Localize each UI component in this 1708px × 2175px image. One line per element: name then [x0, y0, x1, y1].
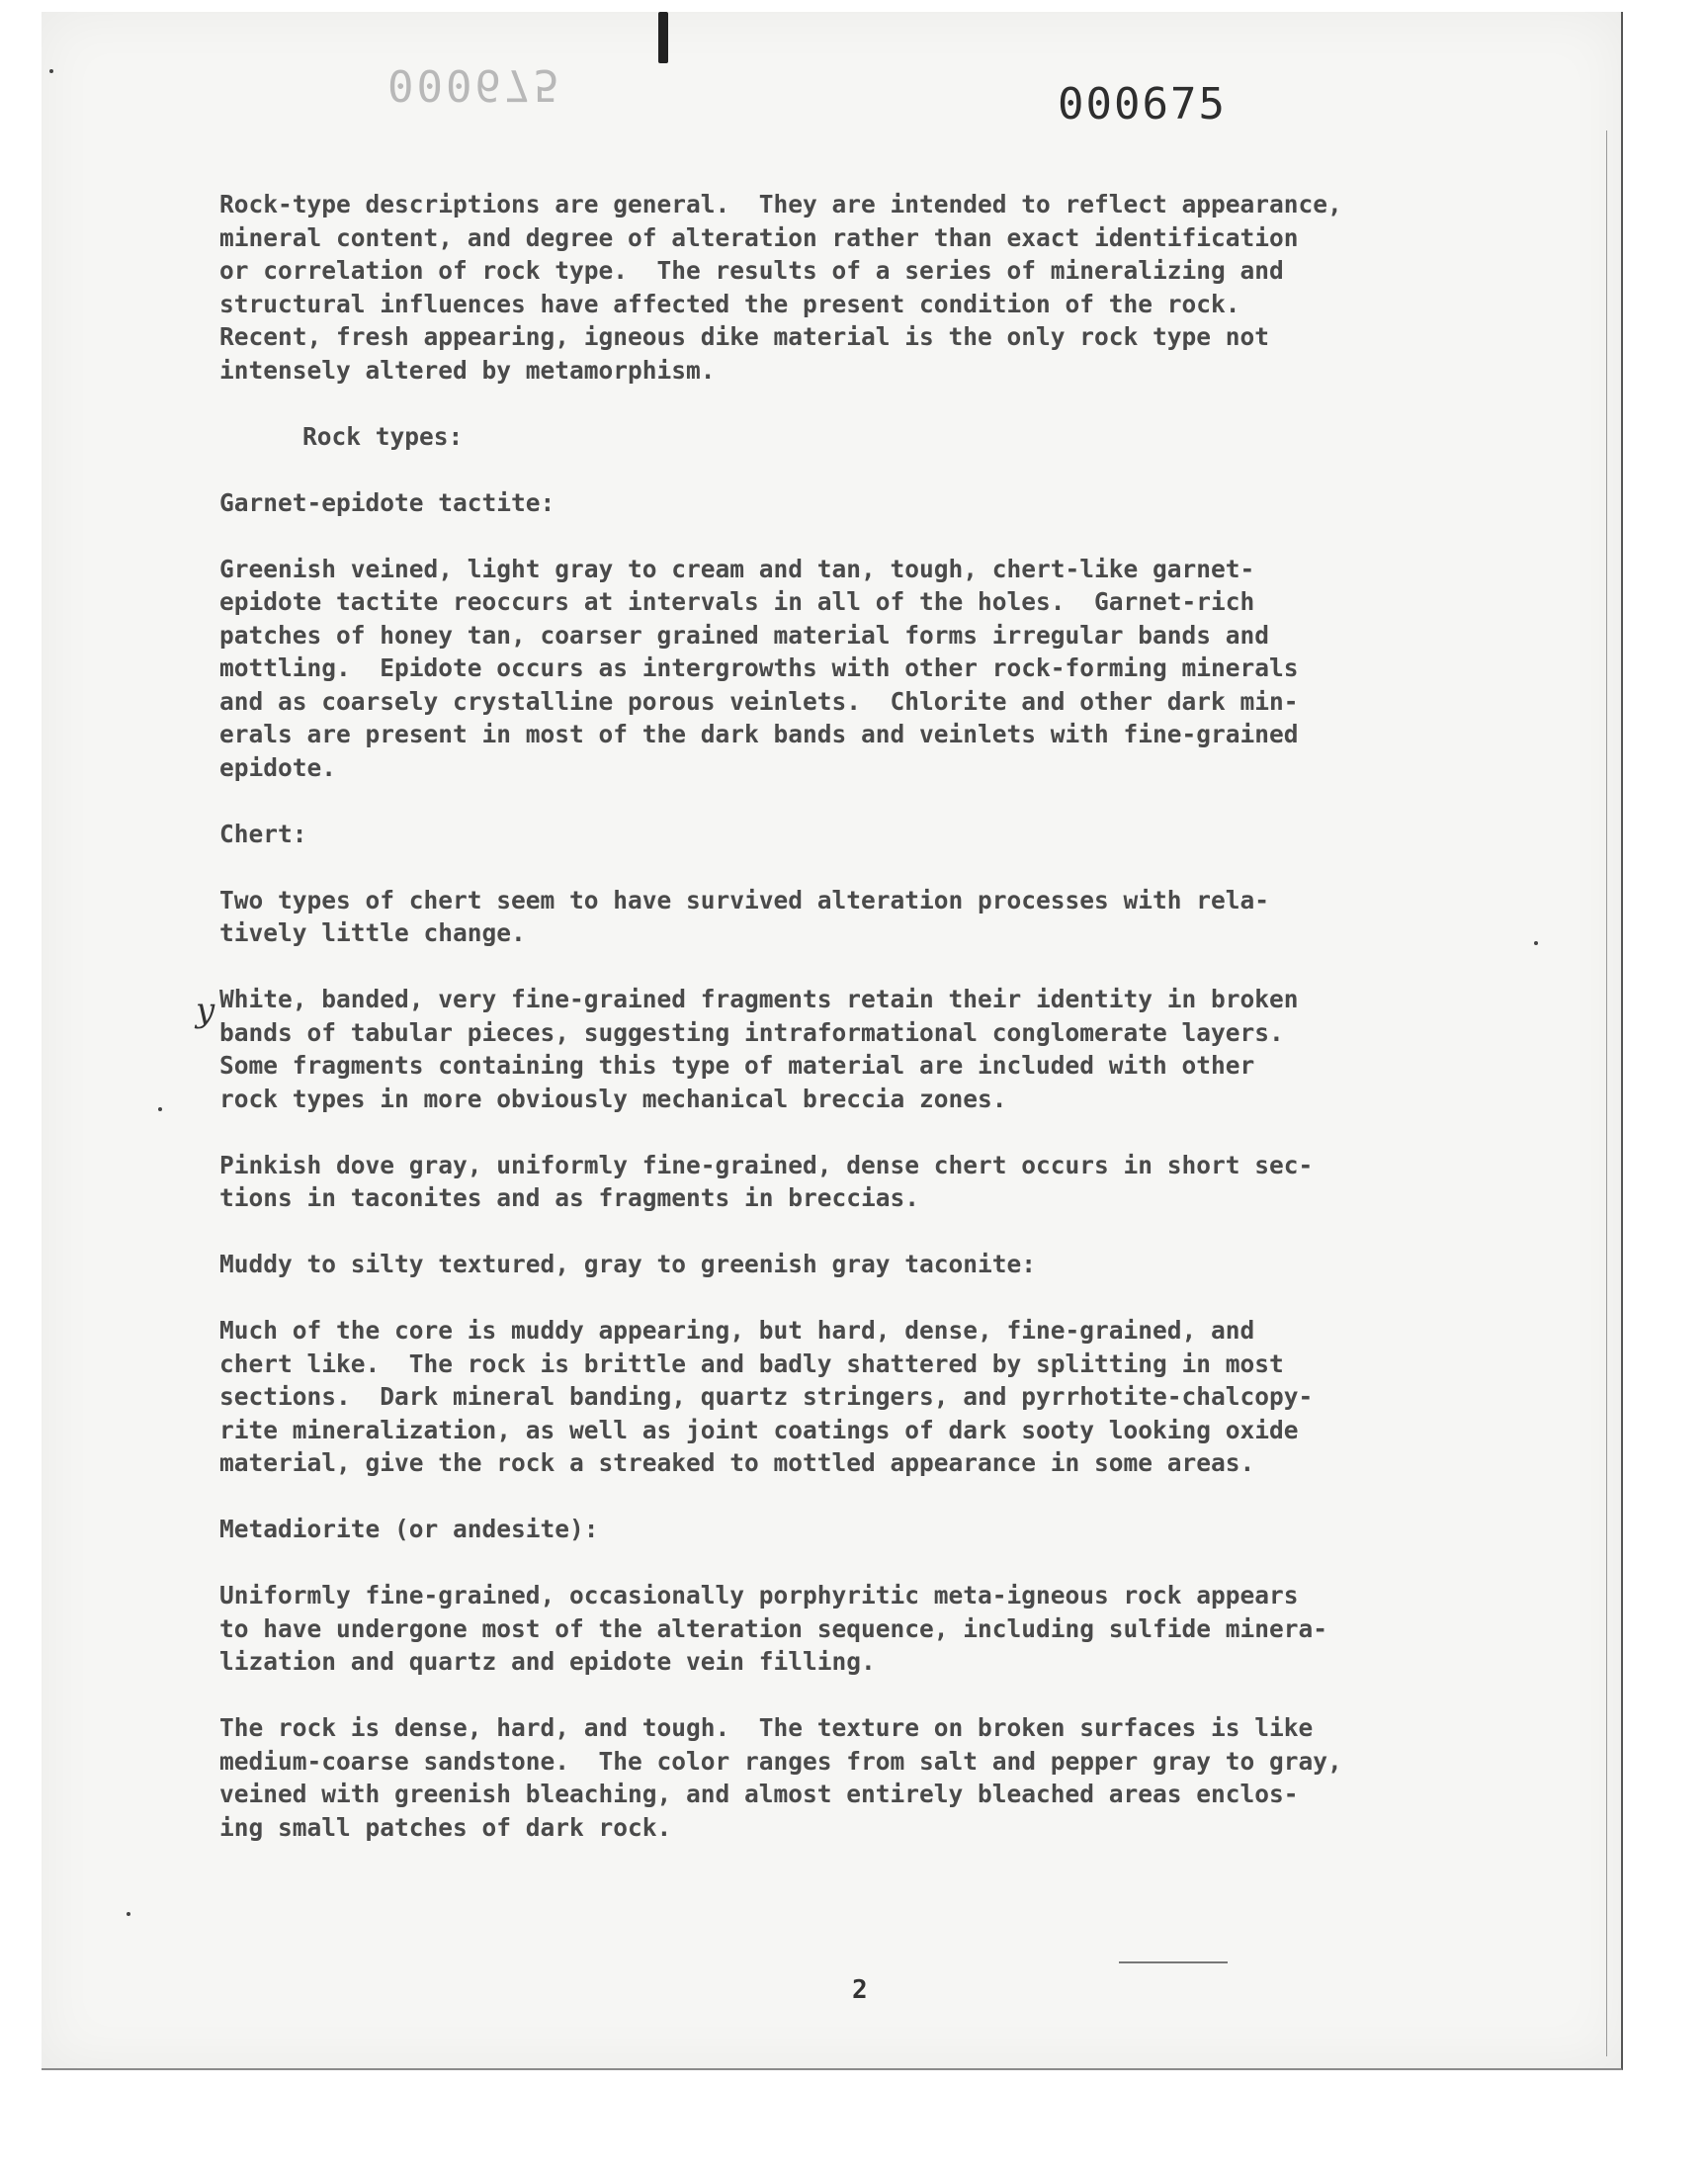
text-line: epidote. [219, 752, 337, 782]
text-line: sections. Dark mineral banding, quartz stringers, and pyrrhotite-chalcopy- [219, 1382, 1314, 1411]
text-line: Metadiorite (or andesite): [219, 1515, 599, 1543]
section-heading [219, 420, 1564, 454]
paragraph-gap [219, 1115, 1564, 1149]
speck [127, 1912, 130, 1916]
text-line: structural influences have affected the present condition of the rock. [219, 289, 1240, 318]
mirrored-stamp: 000675 [387, 59, 562, 110]
text-line: or correlation of rock type. The results of a series of mineralizing and [219, 256, 1284, 285]
text-line: Rock types: [302, 421, 464, 451]
text-line: rock types in more obviously mechanical breccia zones. [219, 1084, 1007, 1113]
speck [1534, 941, 1538, 945]
text-line: bands of tabular pieces, suggesting intraformational conglomerate layers. [219, 1017, 1284, 1047]
paragraph [219, 188, 1564, 387]
text-line: Greenish veined, light gray to cream and tan, tough, chert-like garnet- [219, 554, 1255, 583]
paragraph-gap [219, 850, 1564, 884]
text-line: rite mineralization, as well as joint coatings of dark sooty looking oxide [219, 1415, 1299, 1444]
handwritten-margin-mark: y [196, 991, 215, 1030]
paragraph-gap [219, 1215, 1564, 1249]
text-line: intensely altered by metamorphism. [219, 355, 716, 385]
paragraph-gap [219, 1679, 1564, 1712]
text-line: mineral content, and degree of alteration rather than exact identification [219, 222, 1299, 252]
paragraph [219, 1149, 1564, 1215]
text-line: Much of the core is muddy appearing, but hard, dense, fine-grained, and [219, 1316, 1255, 1345]
text-line: Two types of chert seem to have survived alteration processes with rela- [219, 885, 1270, 914]
text-line: patches of honey tan, coarser grained material forms irregular bands and [219, 620, 1270, 650]
paragraph-gap [219, 784, 1564, 818]
footer-rule [1119, 1961, 1228, 1963]
text-line: tively little change. [219, 918, 526, 947]
text-line: ing small patches of dark rock. [219, 1812, 672, 1842]
document-number: 000675 [1058, 79, 1227, 130]
text-line: erals are present in most of the dark bands and veinlets with fine-grained [219, 720, 1299, 748]
paragraph-gap [219, 519, 1564, 553]
staple-mark [658, 12, 668, 63]
paragraph-gap [219, 1480, 1564, 1514]
text-line: veined with greenish bleaching, and almost entirely bleached areas enclos- [219, 1780, 1299, 1808]
text-line: Rock-type descriptions are general. They are intended to reflect appearance, [219, 190, 1342, 218]
paragraph-gap [219, 1546, 1564, 1580]
speck [158, 1107, 162, 1111]
text-line: Chert: [219, 819, 307, 848]
speck [49, 69, 53, 73]
text-line: Muddy to silty textured, gray to greenish gray taconite: [219, 1250, 1037, 1278]
section-heading [219, 818, 1564, 851]
text-line: Garnet-epidote tactite: [219, 487, 555, 517]
text-line: The rock is dense, hard, and tough. The texture on broken surfaces is like [219, 1713, 1314, 1742]
document-page [42, 12, 1623, 2070]
paragraph [219, 553, 1564, 785]
page-number: 2 [852, 1975, 868, 2005]
text-line: Pinkish dove gray, uniformly fine-grained, dense chert occurs in short sec- [219, 1150, 1314, 1179]
text-line: epidote tactite reoccurs at intervals in all of the holes. Garnet-rich [219, 587, 1255, 616]
paragraph [219, 983, 1564, 1115]
paragraph [219, 1314, 1564, 1480]
section-heading [219, 1513, 1564, 1546]
text-line: medium-coarse sandstone. The color ranges from salt and pepper gray to gray, [219, 1746, 1342, 1776]
text-line: Recent, fresh appearing, igneous dike material is the only rock type not [219, 322, 1270, 351]
text-line: Some fragments containing this type of material are included with other [219, 1051, 1255, 1080]
text-line: lization and quartz and epidote vein filling. [219, 1647, 876, 1676]
text-line: Uniformly fine-grained, occasionally porphyritic meta-igneous rock appears [219, 1581, 1299, 1610]
text-line: tions in taconites and as fragments in breccias. [219, 1183, 920, 1212]
paragraph [219, 884, 1564, 950]
paragraph-gap [219, 1281, 1564, 1315]
paragraph-gap [219, 950, 1564, 984]
section-heading [219, 1248, 1564, 1281]
text-line: mottling. Epidote occurs as intergrowths with other rock-forming minerals [219, 653, 1299, 682]
text-line: material, give the rock a streaked to mottled appearance in some areas. [219, 1448, 1255, 1477]
section-heading [219, 486, 1564, 520]
text-line: and as coarsely crystalline porous veinlets. Chlorite and other dark min- [219, 686, 1299, 716]
document-body [219, 188, 1564, 1844]
text-line: White, banded, very fine-grained fragments retain their identity in broken [219, 985, 1299, 1013]
paragraph-gap [219, 453, 1564, 486]
text-line: to have undergone most of the alteration sequence, including sulfide minera- [219, 1613, 1328, 1643]
text-line: chert like. The rock is brittle and badly shattered by splitting in most [219, 1348, 1284, 1378]
paragraph [219, 1579, 1564, 1679]
paragraph [219, 1711, 1564, 1844]
paragraph-gap [219, 387, 1564, 420]
